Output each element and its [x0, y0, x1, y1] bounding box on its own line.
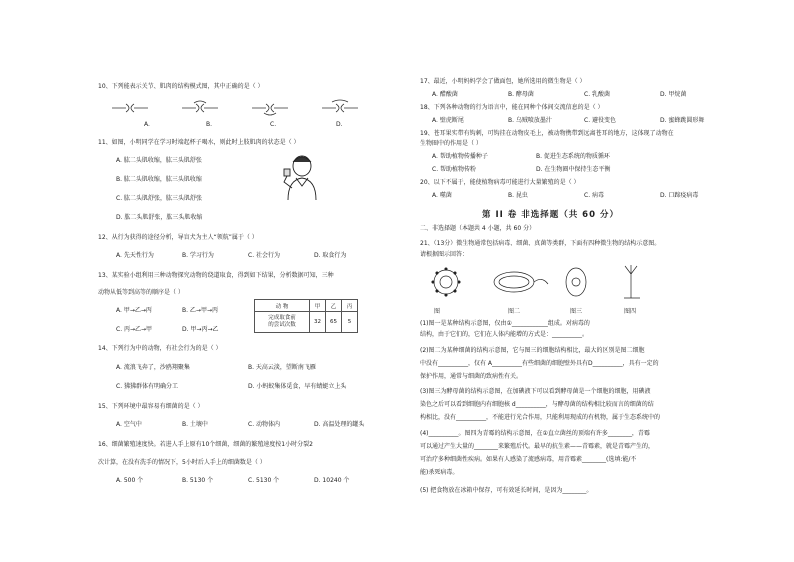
figure-3-label: 图三 — [570, 308, 583, 315]
q21-part4-line3: 可治疗多种细菌性疾病。如果有人感染了流感病毒，用青霉素________(选填:能/不 — [420, 456, 637, 463]
q14-option-c: C. 狒狒群体有明确分工 — [116, 383, 179, 390]
table-header-animal: 动 物 — [255, 300, 310, 312]
q19-option-b: B. 促进生态系统的物质循环 — [536, 153, 610, 160]
q12-option-c: C. 社会行为 — [248, 252, 281, 259]
person-drinking-icon — [276, 152, 324, 202]
q16-option-a: A. 500 个 — [116, 477, 144, 484]
table-header-bing: 丙 — [342, 300, 358, 312]
q17-option-c: C. 乳酸菌 — [584, 91, 611, 98]
q13-stem: 13、某实验小组利用三种动物探究动物的绕道取食，得到如下结果，分析数据可知，三种 — [98, 272, 334, 279]
q21-part2: (2)图二为某种细菌的结构示意图，它与图三的细胞结构相比，最大的区别是图二细胞 — [420, 347, 645, 354]
q11-option-a: A. 肱二头肌收缩，肱三头肌舒张 — [116, 157, 202, 164]
q20-option-d: D. 口蹄疫病毒 — [660, 192, 699, 199]
table-row-label-line2: 的尝试次数 — [268, 322, 296, 328]
q16-stem-2: 次计算，在没有洗手的情况下，5小时后人手上的细菌数是（ ） — [98, 459, 266, 466]
q12-option-d: D. 取食行为 — [314, 252, 347, 259]
figure-4-label: 图四 — [624, 308, 637, 315]
figure-2-label: 图二 — [508, 308, 521, 315]
q17-option-b: B. 酵母菌 — [508, 91, 534, 98]
q10-option-d: D. — [336, 121, 343, 128]
q21-stem: 21、（13分）微生物通常包括病毒、细菌、真菌等类群，下面有四种微生物的结构示意图。 — [420, 240, 661, 247]
q15-option-c: C. 动物体内 — [248, 421, 281, 428]
figure-1-label: 图 — [434, 308, 441, 315]
table-header-jia: 甲 — [310, 300, 326, 312]
q12-option-a: A. 先天性行为 — [116, 252, 154, 259]
q19-stem: 19、苍耳果实带有钩刺，可钩挂在动物皮毛上，被动物携带到远离苍耳的地方，这体现了动物在 — [420, 130, 674, 137]
q18-option-d: D. 蜜蜂跳圆形舞 — [660, 117, 705, 124]
q11-option-d: D. 肱二头肌舒张，肱三头肌收缩 — [116, 214, 203, 221]
q13-data-table — [254, 299, 358, 333]
q20-option-c: C. 病毒 — [584, 192, 605, 199]
q14-option-b: B. 天高云淡，望断南飞雁 — [248, 364, 316, 371]
q19-stem-2: 生物圈中的作用是（ ） — [420, 140, 482, 147]
q21-part4-line2: 可以通过产生大量的________来繁殖后代。最早的抗生素——青霉素，就是青霉产生的， — [420, 443, 655, 450]
q21-part4-line4: 能)杀死病毒。 — [420, 469, 459, 476]
q21-part5: (5) 把食物放在冰箱中保存，可有效延长时间，是因为________。 — [420, 487, 593, 494]
q17-option-d: D. 甲烷菌 — [660, 91, 687, 98]
q11-option-b: B. 肱二头肌收缩，肱三头肌收缩 — [116, 176, 202, 183]
table-cell-bing: 5 — [342, 312, 358, 333]
table-row-label-line1: 完成取食前 — [268, 315, 296, 321]
q19-option-a: A. 帮助植物传播种子 — [432, 153, 488, 160]
q16-option-d: D. 10240 个 — [314, 477, 350, 484]
q15-option-b: B. 土壤中 — [182, 421, 208, 428]
q18-stem: 18、下列各种动物的行为语言中，能在同种个体间交流信息的是（ ） — [420, 104, 604, 111]
q11-stem: 11、如图，小明同学在学习时端起杯子喝水，则此时上肢肌肉的状态是（ ） — [98, 139, 300, 146]
q21-part2-line2: 中没有__________，仅有 A__________有些细菌的细胞壁外具有D__________，具有一定的 — [420, 360, 659, 367]
q15-stem: 15、下列环境中最容易有细菌的是（ ） — [98, 403, 204, 410]
q11-option-c: C. 肱二头肌舒张，肱三头肌舒张 — [116, 195, 203, 202]
q14-option-a: A. 流浪飞奔了，沙鸥翔聚集 — [116, 364, 190, 371]
q21-part3-line3: 构相比，没有__________，不能进行光合作用，只能利用现成的有机物，属于生态系统中的 — [420, 414, 661, 421]
q10-stem: 10、下列能表示关节、肌肉的结构模式图，其中正确的是（ ） — [98, 83, 264, 90]
q21-part1: (1)图一是某种结构示意图，仅由①____________组成。对病毒的 — [420, 320, 590, 327]
q21-part4: (4)__________。图四为青霉的结构示意图，在①直立菌丝的顶端有许多________，青霉 — [420, 430, 650, 437]
q16-option-c: C. 5130 个 — [248, 477, 280, 484]
q13-option-a: A. 甲→乙→丙 — [116, 307, 152, 314]
q15-option-a: A. 空气中 — [116, 421, 142, 428]
section-title: 第 II 卷 非选择题（共 60 分） — [482, 210, 619, 220]
q10-option-c: C. — [270, 121, 277, 128]
microorganism-figures — [426, 262, 656, 308]
q13-option-b: B. 乙→甲→丙 — [182, 307, 218, 314]
q14-option-d: D. 小蚂蚁集体觅食，早有蜻蜓立上头 — [248, 383, 347, 390]
q13-option-c: C. 丙→乙→甲 — [116, 326, 153, 333]
q10-option-b: B. — [206, 121, 213, 128]
q14-stem: 14、下列行为中的动物，有社会行为的是（ ） — [98, 345, 222, 352]
table-header-yi: 乙 — [326, 300, 342, 312]
q21-part3-line2: 染色之后可以看到细胞内有细胞核 d__________，与酵母菌的结构相比较而言的细菌的结 — [420, 401, 654, 408]
q21-part2-line3: 保护作用，通常与细菌的致病性有关。 — [420, 373, 523, 380]
q20-option-b: B. 昆虫 — [508, 192, 528, 199]
q10-option-a: A. — [144, 121, 150, 128]
table-row-label — [255, 312, 310, 333]
q21-stem-2: 请根据图示回答： — [420, 251, 469, 258]
q13-stem-2: 动物从低等到高等的顺序是（ ） — [98, 289, 184, 296]
q20-stem: 20、以下不属于，能使植物病毒可能进行大量繁殖的是（ ） — [420, 179, 580, 186]
q19-option-c: C. 帮助植物传粉 — [432, 166, 477, 173]
table-cell-yi: 65 — [326, 312, 342, 333]
q21-part1-line2: 结构，由于它们的，它们在人体内能增的方式是：__________。 — [420, 331, 589, 338]
q17-option-a: A. 醋酸菌 — [432, 91, 458, 98]
q12-stem: 12、从行为获得的途径分析，导盲犬为主人“领航”属于（ ） — [98, 234, 258, 241]
q21-part3: (3)图三为酵母菌的结构示意图，在加碘液下可以看到酵母菌是一个细胞的细胞，用碘液 — [420, 388, 651, 395]
section-subtitle: 二、非选择题（本题共 4 小题，共 60 分） — [420, 225, 536, 232]
q18-option-b: B. 乌贼喷放墨汁 — [508, 117, 552, 124]
q18-option-a: A. 壁虎断尾 — [432, 117, 464, 124]
joint-diagrams-icon — [110, 99, 390, 117]
q19-option-d: D. 在生物圈中保持生态平衡 — [536, 166, 611, 173]
q13-option-d: D. 甲→丙→乙 — [182, 326, 219, 333]
q16-stem: 16、细菌繁殖速度快。若进人手上原有10个细菌，细菌的繁殖速度按1小时分裂2 — [98, 441, 313, 448]
q17-stem: 17、最近，小明妈妈学会了做面包，她所选用的微生物是（ ） — [420, 78, 586, 85]
table-cell-jia: 32 — [310, 312, 326, 333]
q18-option-c: C. 避役变色 — [584, 117, 617, 124]
q16-option-b: B. 5130 个 — [182, 477, 214, 484]
q12-option-b: B. 学习行为 — [182, 252, 214, 259]
q20-option-a: A. 噬菌 — [432, 192, 452, 199]
q15-option-d: D. 高温处理的罐头 — [314, 421, 365, 428]
